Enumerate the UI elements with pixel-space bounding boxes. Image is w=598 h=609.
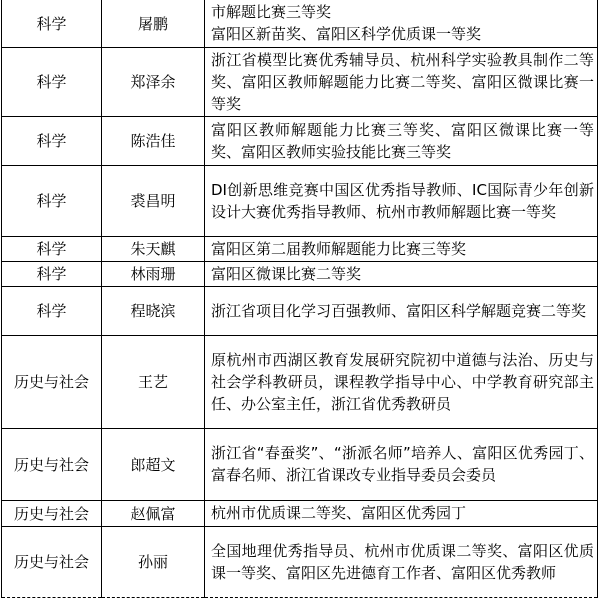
teacher-name-cell: 郑泽余 xyxy=(102,47,205,116)
teacher-name-cell: 孙丽 xyxy=(102,526,205,597)
table-row xyxy=(2,526,598,597)
teacher-name-cell: 林雨珊 xyxy=(102,261,205,286)
award-cell xyxy=(205,47,598,116)
award-cell xyxy=(205,116,598,165)
table-row xyxy=(2,0,598,47)
table-row xyxy=(2,500,598,526)
subject-cell: 科学 xyxy=(2,116,102,165)
table-row xyxy=(2,47,598,116)
award-cell xyxy=(205,335,598,428)
award-cell xyxy=(205,165,598,236)
award-cell xyxy=(205,0,598,47)
award-text: 浙江省模型比赛优秀辅导员、杭州科学实验教具制作二等奖、富阳区教师解题能力比赛二等奖、富阳区微课比赛一等奖 xyxy=(211,50,594,113)
teacher-name-cell: 赵佩富 xyxy=(102,500,205,526)
award-text: 浙江省“春蚕奖”、“浙派名师”培养人、富阳区优秀园丁、富春名师、浙江省课改专业指导委员会委员 xyxy=(211,444,594,484)
subject-cell: 科学 xyxy=(2,261,102,286)
subject-cell: 历史与社会 xyxy=(2,428,102,500)
subject-cell: 科学 xyxy=(2,286,102,335)
subject-cell: 科学 xyxy=(2,47,102,116)
award-text: 原杭州市西湖区教育发展研究院初中道德与法治、历史与社会学科教研员，课程教学指导中心、中学教育研究部主任、办公室主任，浙江省优秀教研员 xyxy=(211,350,594,413)
teacher-name-cell: 裘昌明 xyxy=(102,165,205,236)
subject-cell: 科学 xyxy=(2,165,102,236)
award-cell xyxy=(205,500,598,526)
subject-cell: 历史与社会 xyxy=(2,526,102,597)
subject-cell: 科学 xyxy=(2,236,102,261)
award-text: 富阳区第二届教师解题能力比赛三等奖 xyxy=(211,239,467,258)
table-row xyxy=(2,286,598,335)
table-row xyxy=(2,116,598,165)
table-row xyxy=(2,428,598,500)
teacher-award-table xyxy=(1,0,598,598)
teacher-name-cell: 屠鹏 xyxy=(102,0,205,47)
award-text: 浙江省项目化学习百强教师、富阳区科学解题竞赛二等奖 xyxy=(211,301,587,320)
teacher-name-cell: 陈浩佳 xyxy=(102,116,205,165)
award-text: 市解题比赛三等奖 富阳区新苗奖、富阳区科学优质课一等奖 xyxy=(211,3,482,44)
award-text: 杭州市优质课二等奖、富阳区优秀园丁 xyxy=(211,504,467,522)
award-cell xyxy=(205,261,598,286)
award-cell xyxy=(205,286,598,335)
award-text: 富阳区教师解题能力比赛三等奖、富阳区微课比赛一等奖、富阳区教师实验技能比赛三等奖 xyxy=(211,120,594,161)
subject-cell: 历史与社会 xyxy=(2,335,102,428)
subject-cell: 历史与社会 xyxy=(2,500,102,526)
subject-cell: 科学 xyxy=(2,0,102,47)
teacher-name-cell: 王艺 xyxy=(102,335,205,428)
teacher-name-cell: 程晓滨 xyxy=(102,286,205,335)
table-row xyxy=(2,261,598,286)
award-text: 富阳区微课比赛二等奖 xyxy=(211,264,362,283)
award-cell xyxy=(205,428,598,500)
teacher-name-cell: 郎超文 xyxy=(102,428,205,500)
award-cell xyxy=(205,236,598,261)
table-row xyxy=(2,165,598,236)
award-cell xyxy=(205,526,598,597)
table-body xyxy=(2,0,598,597)
award-text: 全国地理优秀指导员、杭州市优质课二等奖、富阳区优质课一等奖、富阳区先进德育工作者、富阳区优秀教师 xyxy=(211,541,594,582)
teacher-name-cell: 朱天麒 xyxy=(102,236,205,261)
award-text: DI创新思维竞赛中国区优秀指导教师、IC国际青少年创新设计大赛优秀指导教师、杭州市教师解题比赛一等奖 xyxy=(211,180,594,221)
table-row xyxy=(2,335,598,428)
table-row xyxy=(2,236,598,261)
